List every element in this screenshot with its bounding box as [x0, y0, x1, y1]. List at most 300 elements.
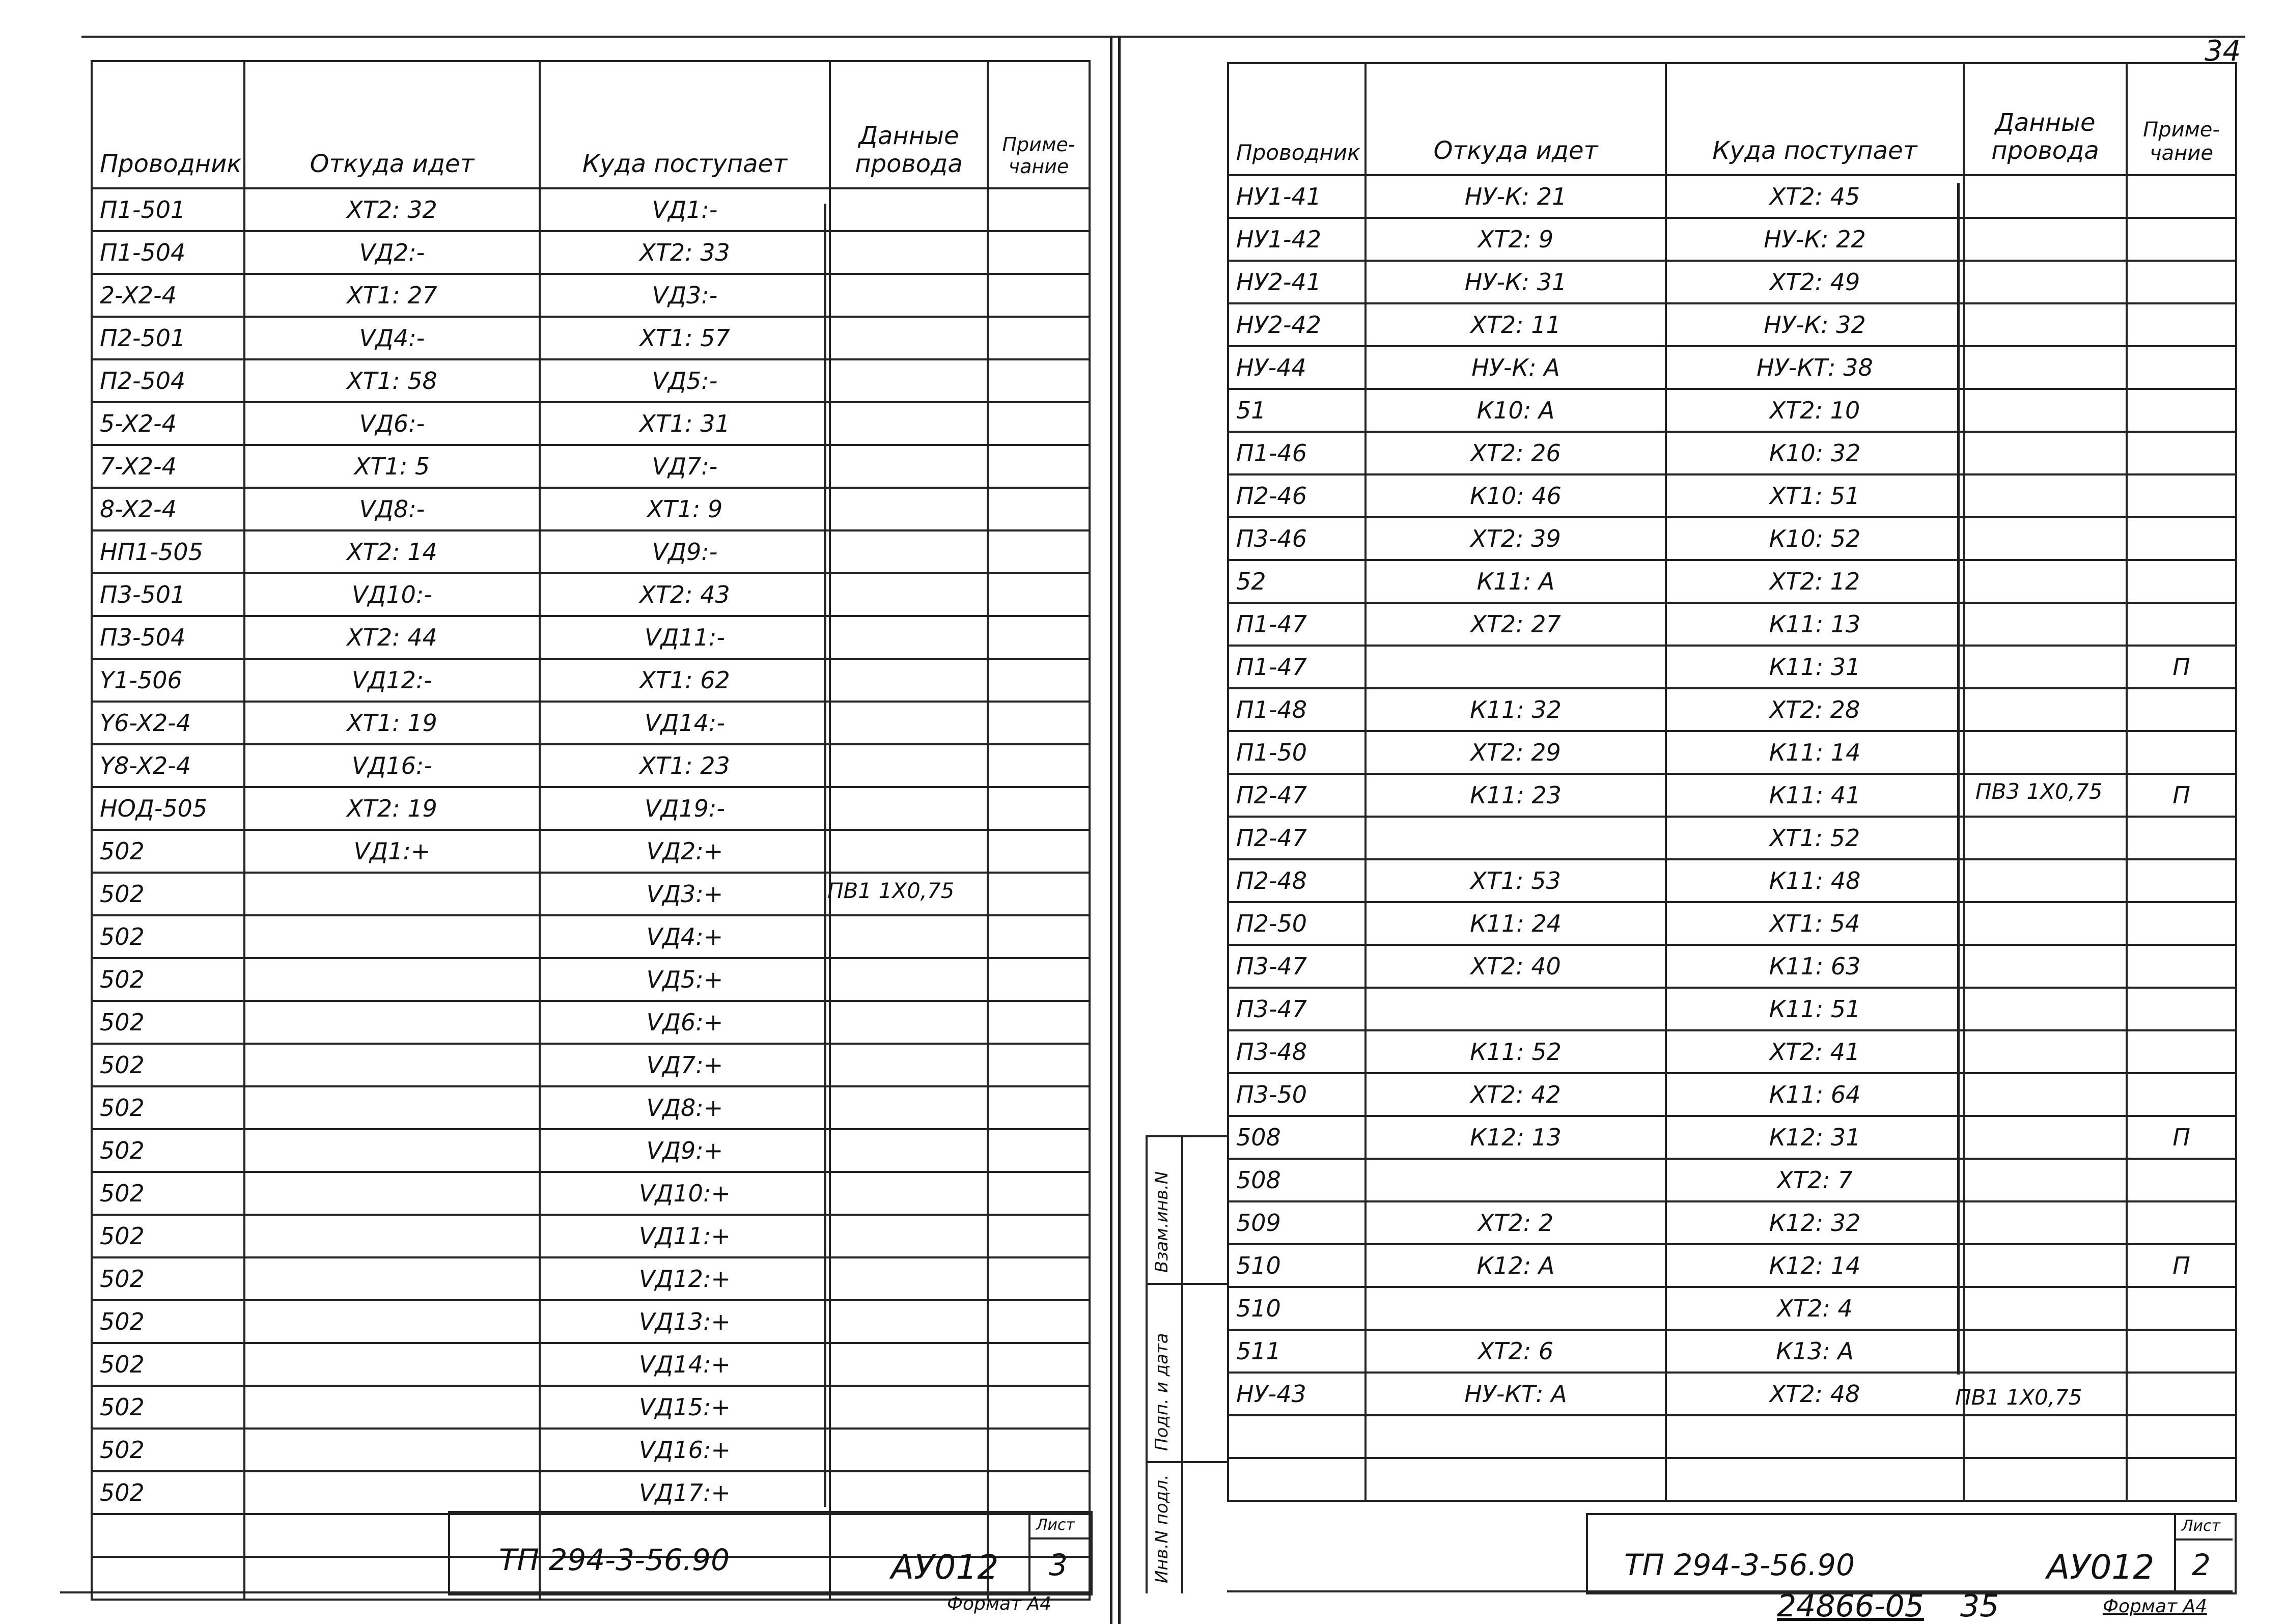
left-bottom-line [60, 1591, 1089, 1593]
table-row [92, 573, 1090, 616]
cell-data [830, 1172, 988, 1215]
table-row [92, 616, 1090, 659]
cell-note [2127, 1030, 2236, 1073]
empty-cell [1228, 1458, 1366, 1501]
right-page-number: 2 [2192, 1548, 2211, 1582]
cell-wire: П3-50 [1228, 1073, 1366, 1116]
cell-from [244, 1129, 540, 1172]
cell-from: XT1: 27 [244, 274, 540, 317]
cell-note [988, 958, 1090, 1001]
table-row [1228, 945, 2236, 988]
cell-data [830, 1129, 988, 1172]
cell-note [988, 359, 1090, 402]
cell-wire: 8-X2-4 [92, 488, 244, 530]
cell-to: VД16:+ [540, 1429, 830, 1471]
left-wire-spec: ПВ1 1Х0,75 [827, 878, 955, 903]
cell-wire: П2-46 [1228, 474, 1366, 517]
table-row [1228, 346, 2236, 389]
cell-data [830, 573, 988, 616]
cell-from: XT2: 26 [1366, 432, 1666, 474]
right-doc-code: ТП 294-3-56.90 [1624, 1548, 1855, 1582]
table-row [1228, 1030, 2236, 1073]
cell-wire: П3-47 [1228, 988, 1366, 1030]
cell-from: VД6:- [244, 402, 540, 445]
cell-to: XT1: 62 [540, 659, 830, 702]
cell-to: XT2: 12 [1666, 560, 1964, 603]
cell-data [830, 402, 988, 445]
fold-line-2 [1118, 36, 1121, 1624]
cell-note [2127, 517, 2236, 560]
cell-from [244, 1086, 540, 1129]
table-row [1228, 902, 2236, 945]
cell-data [830, 616, 988, 659]
empty-row [1228, 1415, 2236, 1458]
cell-wire: 502 [92, 1257, 244, 1300]
right-bottom-line [1227, 1590, 2233, 1592]
cell-note [988, 317, 1090, 359]
cell-from: XT2: 14 [244, 530, 540, 573]
table-row [1228, 218, 2236, 261]
header-to-right: Куда поступает [1666, 63, 1964, 175]
cell-to: К11: 41 [1666, 774, 1964, 817]
cell-note [2127, 1159, 2236, 1201]
cell-data [830, 1343, 988, 1386]
cell-wire: П3-501 [92, 573, 244, 616]
cell-note [2127, 688, 2236, 731]
cell-from: XT2: 2 [1366, 1201, 1666, 1244]
cell-data [1964, 945, 2127, 988]
cell-to: XT1: 54 [1666, 902, 1964, 945]
cell-wire: 502 [92, 1001, 244, 1044]
table-row [92, 1257, 1090, 1300]
cell-to: XT2: 28 [1666, 688, 1964, 731]
cell-from [244, 1300, 540, 1343]
cell-to: VД19:- [540, 787, 830, 830]
table-row [1228, 1073, 2236, 1116]
cell-note [988, 488, 1090, 530]
table-row [1228, 1116, 2236, 1159]
cell-to: VД5:+ [540, 958, 830, 1001]
cell-data [830, 317, 988, 359]
cell-to: VД3:+ [540, 873, 830, 915]
cell-note [2127, 175, 2236, 218]
cell-wire: НУ-43 [1228, 1373, 1366, 1415]
cell-data [1964, 1030, 2127, 1073]
cell-from: НУ-К: 31 [1366, 261, 1666, 303]
cell-wire: П2-47 [1228, 774, 1366, 817]
cell-note [988, 659, 1090, 702]
cell-data [830, 744, 988, 787]
right-wire-spec-1: ПВ3 1Х0,75 [1975, 779, 2103, 804]
cell-wire: П1-47 [1228, 646, 1366, 688]
cell-wire: П2-501 [92, 317, 244, 359]
stamp-strip-top [1146, 1135, 1227, 1137]
table-row [1228, 1330, 2236, 1373]
cell-to: VД8:+ [540, 1086, 830, 1129]
stamp-inv-replace: Взам.инв.N [1152, 1171, 1172, 1273]
cell-note: П [2127, 774, 2236, 817]
cell-from: VД2:- [244, 231, 540, 274]
cell-from: XT1: 19 [244, 702, 540, 744]
cell-from [244, 915, 540, 958]
table-row [92, 744, 1090, 787]
cell-data [1964, 175, 2127, 218]
cell-wire: П3-504 [92, 616, 244, 659]
cell-from: VД16:- [244, 744, 540, 787]
table-row [92, 702, 1090, 744]
cell-from: XT1: 53 [1366, 859, 1666, 902]
header-note-right: Приме-чание [2127, 63, 2236, 175]
cell-wire: 502 [92, 1215, 244, 1257]
cell-note [988, 787, 1090, 830]
cell-data [830, 274, 988, 317]
cell-from: XT2: 27 [1366, 603, 1666, 646]
cell-from: XT2: 40 [1366, 945, 1666, 988]
cell-wire: 502 [92, 958, 244, 1001]
cell-to: VД1:- [540, 188, 830, 231]
cell-data [1964, 389, 2127, 432]
cell-to: VД3:- [540, 274, 830, 317]
cell-note [2127, 731, 2236, 774]
cell-from: VД4:- [244, 317, 540, 359]
cell-from: XT2: 39 [1366, 517, 1666, 560]
cell-wire: 52 [1228, 560, 1366, 603]
cell-note [988, 830, 1090, 873]
cell-to: VД6:+ [540, 1001, 830, 1044]
cell-wire: П3-48 [1228, 1030, 1366, 1073]
left-doc-number: АУ012 [891, 1548, 999, 1587]
cell-note [2127, 945, 2236, 988]
table-row [1228, 303, 2236, 346]
cell-data [830, 915, 988, 958]
table-row [92, 402, 1090, 445]
table-row [1228, 560, 2236, 603]
cell-from: К12: 13 [1366, 1116, 1666, 1159]
cell-data [830, 1215, 988, 1257]
cell-wire: 508 [1228, 1159, 1366, 1201]
cell-from: XT2: 19 [244, 787, 540, 830]
table-row [92, 1386, 1090, 1429]
cell-wire: П2-50 [1228, 902, 1366, 945]
cell-wire: НУ1-42 [1228, 218, 1366, 261]
cell-to: XT2: 41 [1666, 1030, 1964, 1073]
left-data-bracket [815, 204, 826, 1507]
cell-from [244, 1386, 540, 1429]
cell-from: К11: 32 [1366, 688, 1666, 731]
cell-to: XT1: 57 [540, 317, 830, 359]
cell-data [1964, 731, 2127, 774]
cell-data [1964, 1287, 2127, 1330]
cell-note [988, 1215, 1090, 1257]
empty-cell [1666, 1415, 1964, 1458]
cell-to: XT2: 4 [1666, 1287, 1964, 1330]
cell-wire: НУ1-41 [1228, 175, 1366, 218]
header-note: Приме-чание [988, 61, 1090, 188]
stamp-strip-border [1146, 1135, 1148, 1593]
cell-data [1964, 1244, 2127, 1287]
cell-wire: НП1-505 [92, 530, 244, 573]
cell-wire: 502 [92, 1471, 244, 1514]
left-wiring-table [91, 60, 1091, 1601]
cell-to: К12: 14 [1666, 1244, 1964, 1287]
cell-data [1964, 603, 2127, 646]
cell-data [1964, 517, 2127, 560]
stamp-sign-date: Подп. и дата [1152, 1333, 1172, 1451]
cell-from: XT2: 32 [244, 188, 540, 231]
cell-note [988, 530, 1090, 573]
table-row [92, 317, 1090, 359]
table-row [92, 1129, 1090, 1172]
cell-from: XT2: 11 [1366, 303, 1666, 346]
empty-cell [2127, 1415, 2236, 1458]
cell-data [1964, 432, 2127, 474]
left-doc-code: ТП 294-3-56.90 [499, 1543, 730, 1577]
cell-data [1964, 560, 2127, 603]
cell-from: НУ-КТ: А [1366, 1373, 1666, 1415]
cell-note [988, 231, 1090, 274]
cell-note [988, 1343, 1090, 1386]
table-row [92, 188, 1090, 231]
cell-data [1964, 1073, 2127, 1116]
fold-line-1 [1110, 36, 1112, 1624]
cell-note [988, 1471, 1090, 1514]
cell-wire: П1-46 [1228, 432, 1366, 474]
table-row [1228, 688, 2236, 731]
cell-data [1964, 1116, 2127, 1159]
cell-wire: 502 [92, 873, 244, 915]
cell-to: XT1: 23 [540, 744, 830, 787]
cell-wire: Y1-506 [92, 659, 244, 702]
right-list-label: Лист [2182, 1517, 2221, 1535]
cell-wire: НУ-44 [1228, 346, 1366, 389]
table-row [92, 830, 1090, 873]
table-row [1228, 988, 2236, 1030]
right-doc-number: АУ012 [2047, 1548, 2155, 1587]
cell-from: XT1: 5 [244, 445, 540, 488]
cell-to: VД14:+ [540, 1343, 830, 1386]
cell-from [1366, 817, 1666, 859]
cell-note [988, 188, 1090, 231]
cell-note [988, 1086, 1090, 1129]
table-row [92, 445, 1090, 488]
cell-wire: 508 [1228, 1116, 1366, 1159]
cell-wire: 511 [1228, 1330, 1366, 1373]
cell-data [830, 1044, 988, 1086]
right-data-bracket [1950, 183, 1960, 1375]
cell-note: П [2127, 1244, 2236, 1287]
cell-note [988, 1257, 1090, 1300]
cell-from: XT2: 29 [1366, 731, 1666, 774]
cell-to: XT2: 33 [540, 231, 830, 274]
cell-data [830, 231, 988, 274]
left-format: Формат А4 [947, 1593, 1052, 1614]
cell-data [830, 1471, 988, 1514]
cell-wire: Y8-X2-4 [92, 744, 244, 787]
cell-from [244, 873, 540, 915]
cell-to: XT1: 31 [540, 402, 830, 445]
cell-to: VД2:+ [540, 830, 830, 873]
cell-note [2127, 389, 2236, 432]
cell-from [244, 1343, 540, 1386]
cell-from: К11: 24 [1366, 902, 1666, 945]
cell-data [1964, 902, 2127, 945]
cell-from: К10: А [1366, 389, 1666, 432]
table-row [92, 231, 1090, 274]
cell-to: VД5:- [540, 359, 830, 402]
cell-to: XT2: 49 [1666, 261, 1964, 303]
cell-data [830, 958, 988, 1001]
cell-note [988, 1044, 1090, 1086]
top-edge-line [81, 36, 2245, 38]
cell-wire: 502 [92, 1172, 244, 1215]
sheet-top-number: 34 [2205, 35, 2241, 68]
cell-to: VД7:+ [540, 1044, 830, 1086]
cell-from: НУ-К: А [1366, 346, 1666, 389]
cell-note [2127, 1073, 2236, 1116]
cell-note [2127, 218, 2236, 261]
table-row [92, 915, 1090, 958]
table-row [92, 1215, 1090, 1257]
archive-page: 35 [1960, 1588, 1999, 1624]
cell-from: VД1:+ [244, 830, 540, 873]
cell-from: VД10:- [244, 573, 540, 616]
cell-wire: НУ2-42 [1228, 303, 1366, 346]
cell-note [2127, 1201, 2236, 1244]
cell-from: VД12:- [244, 659, 540, 702]
cell-to: VД4:+ [540, 915, 830, 958]
table-row [1228, 603, 2236, 646]
cell-note [988, 915, 1090, 958]
cell-data [830, 830, 988, 873]
cell-note [2127, 1330, 2236, 1373]
table-row [92, 488, 1090, 530]
cell-to: К13: А [1666, 1330, 1964, 1373]
cell-wire: НУ2-41 [1228, 261, 1366, 303]
table-row [1228, 731, 2236, 774]
cell-note [2127, 432, 2236, 474]
cell-from: К11: 23 [1366, 774, 1666, 817]
cell-data [830, 445, 988, 488]
cell-to: VД15:+ [540, 1386, 830, 1429]
table-row [92, 958, 1090, 1001]
right-wire-spec-2: ПВ1 1Х0,75 [1955, 1385, 2082, 1410]
cell-to: К12: 32 [1666, 1201, 1964, 1244]
table-row [92, 1300, 1090, 1343]
right-format: Формат А4 [2103, 1596, 2208, 1617]
table-row [1228, 1159, 2236, 1201]
cell-to: VД11:+ [540, 1215, 830, 1257]
cell-from: К12: А [1366, 1244, 1666, 1287]
cell-wire: П1-501 [92, 188, 244, 231]
cell-note [2127, 560, 2236, 603]
cell-note [2127, 261, 2236, 303]
cell-wire: П1-50 [1228, 731, 1366, 774]
cell-data [1964, 346, 2127, 389]
table-row [92, 1343, 1090, 1386]
cell-wire: П1-48 [1228, 688, 1366, 731]
cell-wire: П2-48 [1228, 859, 1366, 902]
cell-data [830, 188, 988, 231]
table-row [92, 1471, 1090, 1514]
cell-from [244, 1172, 540, 1215]
cell-from [244, 1001, 540, 1044]
table-row [92, 1044, 1090, 1086]
cell-from [1366, 646, 1666, 688]
cell-wire: 502 [92, 1343, 244, 1386]
cell-to: XT1: 52 [1666, 817, 1964, 859]
left-list-divider [1028, 1537, 1089, 1539]
cell-from: XT2: 42 [1366, 1073, 1666, 1116]
cell-wire: П3-47 [1228, 945, 1366, 988]
cell-note [2127, 603, 2236, 646]
cell-wire: 2-X2-4 [92, 274, 244, 317]
cell-from: XT2: 9 [1366, 218, 1666, 261]
table-row [1228, 432, 2236, 474]
table-row [92, 530, 1090, 573]
cell-data [830, 1386, 988, 1429]
cell-to: НУ-К: 32 [1666, 303, 1964, 346]
table-row [1228, 517, 2236, 560]
cell-data [830, 1086, 988, 1129]
cell-to: XT2: 43 [540, 573, 830, 616]
cell-to: VД11:- [540, 616, 830, 659]
cell-note [2127, 859, 2236, 902]
cell-data [830, 1300, 988, 1343]
cell-note [988, 1429, 1090, 1471]
cell-wire: П1-504 [92, 231, 244, 274]
cell-from: НУ-К: 21 [1366, 175, 1666, 218]
cell-data [1964, 474, 2127, 517]
cell-to: XT1: 9 [540, 488, 830, 530]
stamp-strip-border-2 [1181, 1135, 1183, 1593]
stamp-div-2 [1146, 1461, 1227, 1463]
cell-note [988, 702, 1090, 744]
cell-to: К10: 52 [1666, 517, 1964, 560]
table-row [1228, 1244, 2236, 1287]
cell-to: VД17:+ [540, 1471, 830, 1514]
cell-wire: 502 [92, 1429, 244, 1471]
cell-to: НУ-К: 22 [1666, 218, 1964, 261]
cell-wire: 7-X2-4 [92, 445, 244, 488]
right-list-divider [2174, 1538, 2233, 1541]
cell-wire: 502 [92, 1129, 244, 1172]
table-row [1228, 474, 2236, 517]
cell-data [830, 702, 988, 744]
cell-wire: П2-504 [92, 359, 244, 402]
cell-from [1366, 1287, 1666, 1330]
table-row [1228, 859, 2236, 902]
cell-data [1964, 859, 2127, 902]
table-row [1228, 175, 2236, 218]
cell-from [244, 1215, 540, 1257]
table-row [92, 274, 1090, 317]
cell-to: VД7:- [540, 445, 830, 488]
cell-note [2127, 474, 2236, 517]
cell-wire: 502 [92, 915, 244, 958]
header-data-right: Данные провода [1964, 63, 2127, 175]
cell-to: VД13:+ [540, 1300, 830, 1343]
table-row [92, 1001, 1090, 1044]
empty-cell [1964, 1415, 2127, 1458]
cell-data [1964, 1201, 2127, 1244]
cell-from [244, 1429, 540, 1471]
cell-wire: 510 [1228, 1244, 1366, 1287]
cell-note [988, 1386, 1090, 1429]
empty-cell [92, 1514, 244, 1557]
cell-data [830, 787, 988, 830]
cell-data [830, 488, 988, 530]
cell-from: VД8:- [244, 488, 540, 530]
